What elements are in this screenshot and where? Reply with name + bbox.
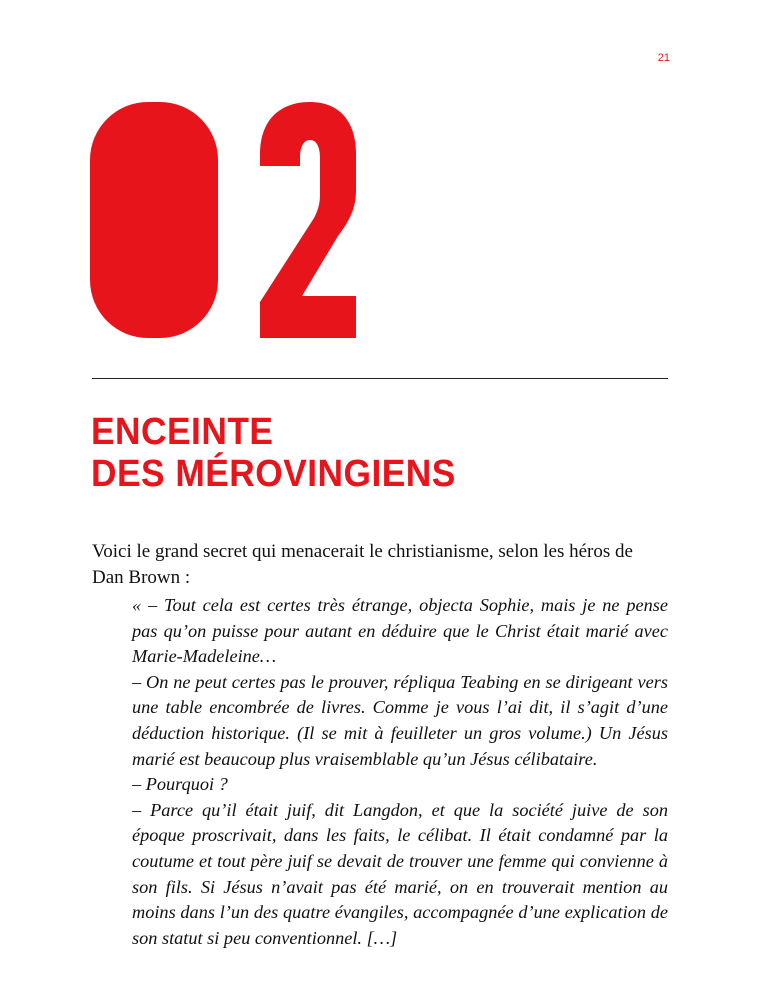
intro-paragraph: Voici le grand secret qui menacerait le christianisme, selon les héros de Dan Brown :: [92, 541, 633, 588]
title-divider: [92, 378, 668, 379]
chapter-number: [88, 100, 358, 340]
chapter-digit-two: [260, 102, 356, 338]
quote-paragraph-2: – On ne peut certes pas le prouver, répliqua Teabing en se dirigeant vers une table encombrée de livres. Comme je vous l’ai dit, il s’agit d’une déduction historique. (Il se mit à feuilleter un gros volume.) Un Jésus marié est beaucoup plus vraisemblable qu’un Jésus célibataire.: [132, 671, 668, 769]
page-number: 21: [657, 52, 670, 64]
quote-paragraph-4: – Parce qu’il était juif, dit Langdon, et que la société juive de son époque proscrivait, dans les faits, le célibat. Il était condamné par la coutume et tout père juif se devait de trouver une femme qui convienne à son fils. Si Jésus n’avait pas été marié, on en trouverait mention au moins dans l’un des quatre évangiles, accompagnée d’une explication de son statut si peu conventionnel. […]: [132, 799, 668, 948]
chapter-title-line-2: DES MÉROVINGIENS: [91, 453, 456, 495]
quote-block: [132, 593, 668, 951]
chapter-title-line-1: ENCEINTE: [91, 411, 274, 453]
quote-paragraph-3: – Pourquoi ?: [132, 774, 228, 795]
chapter-digit-zero: [90, 102, 218, 338]
chapter-title: [91, 411, 456, 495]
quote-paragraph-1: « – Tout cela est certes très étrange, objecta Sophie, mais je ne pense pas qu’on puisse pour autant en déduire que le Christ était marié avec Marie-Madeleine…: [132, 595, 668, 667]
